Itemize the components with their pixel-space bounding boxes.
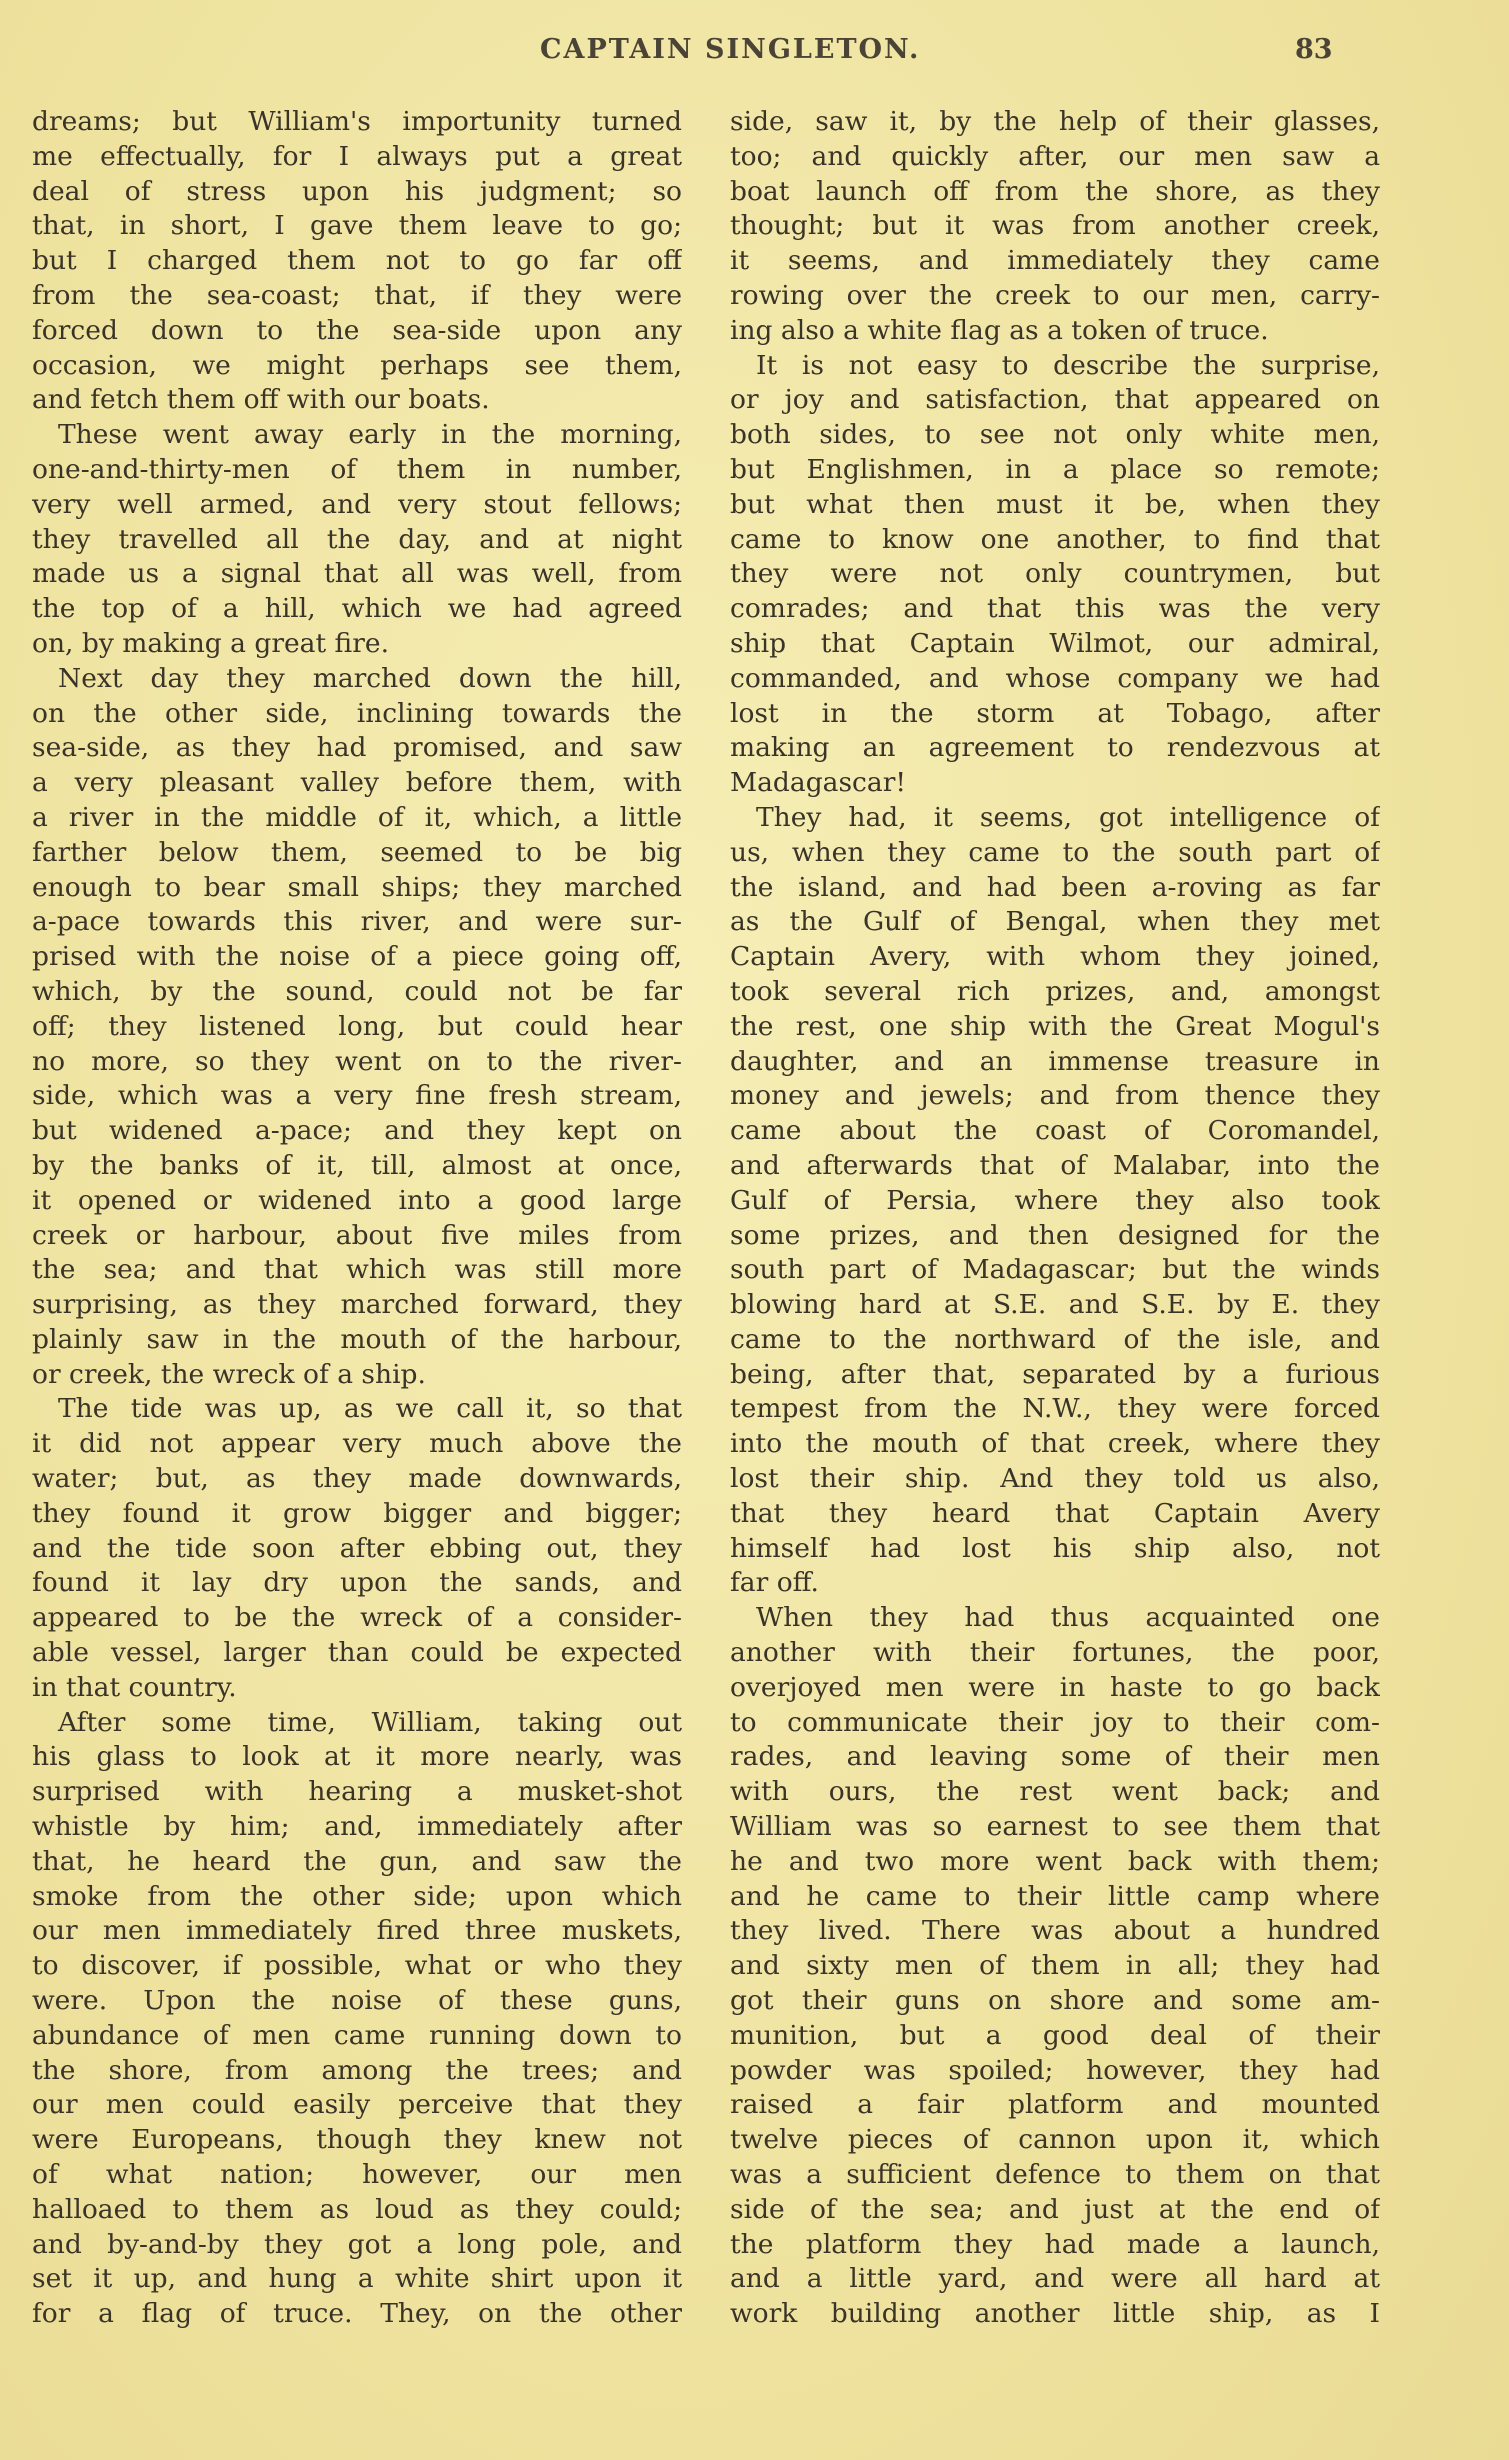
text-line: making an agreement to rendezvous at xyxy=(730,732,1380,764)
text-line: occasion, we might perhaps see them, xyxy=(32,349,682,381)
text-line: as the Gulf of Bengal, when they met xyxy=(730,906,1380,938)
text-line: enough to bear small ships; they marched xyxy=(32,871,682,903)
text-line: the sea; and that which was still more xyxy=(32,1254,682,1286)
text-line: that, he heard the gun, and saw the xyxy=(32,1845,682,1877)
text-line: halloaed to them as loud as they could; xyxy=(32,2193,682,2225)
text-line: lost in the storm at Tobago, after xyxy=(730,697,1380,729)
text-line: commanded, and whose company we had xyxy=(730,662,1380,694)
text-line: some prizes, and then designed for the xyxy=(730,1219,1380,1251)
text-line: south part of Madagascar; but the winds xyxy=(730,1254,1380,1286)
text-line: from the sea-coast; that, if they were xyxy=(32,279,682,311)
text-line: too; and quickly after, our men saw a xyxy=(730,140,1380,172)
text-line: Next day they marched down the hill, xyxy=(58,662,682,694)
text-line: being, after that, separated by a furious xyxy=(730,1358,1380,1390)
text-line: made us a signal that all was well, from xyxy=(32,558,682,590)
text-line: far off. xyxy=(730,1567,819,1599)
text-line: Madagascar! xyxy=(730,767,907,799)
text-line: deal of stress upon his judgment; so xyxy=(32,175,682,207)
text-line: sea-side, as they had promised, and saw xyxy=(32,732,682,764)
text-line: a-pace towards this river, and were sur- xyxy=(32,906,682,938)
text-line: After some time, William, taking out xyxy=(58,1706,682,1738)
text-line: rades, and leaving some of their men xyxy=(730,1741,1380,1773)
text-line: surprised with hearing a musket-shot xyxy=(32,1776,682,1808)
text-line: by the banks of it, till, almost at once, xyxy=(32,1149,682,1181)
text-line: comrades; and that this was the very xyxy=(730,593,1380,625)
text-line: in that country. xyxy=(32,1671,237,1703)
text-line: powder was spoiled; however, they had xyxy=(730,2054,1380,2086)
text-line: dreams; but William's importunity turned xyxy=(32,106,682,137)
text-line: the island, and had been a-roving as far xyxy=(730,871,1380,903)
text-line: It is not easy to describe the surprise, xyxy=(756,349,1380,381)
text-line: abundance of men came running down to xyxy=(32,2019,682,2051)
text-line: twelve pieces of cannon upon it, which xyxy=(730,2124,1380,2156)
text-line: or joy and satisfaction, that appeared on xyxy=(730,384,1380,416)
text-line: boat launch off from the shore, as they xyxy=(730,175,1380,207)
text-line: took several rich prizes, and, amongst xyxy=(730,975,1380,1007)
text-line: but I charged them not to go far off xyxy=(32,245,682,277)
text-line: for a flag of truce. They, on the other xyxy=(32,2298,682,2330)
text-line: us, when they came to the south part of xyxy=(730,836,1380,868)
text-line: side, saw it, by the help of their glasses, xyxy=(730,106,1380,137)
text-line: with ours, the rest went back; and xyxy=(730,1776,1380,1808)
text-line: got their guns on shore and some am- xyxy=(730,1985,1380,2017)
text-line: himself had lost his ship also, not xyxy=(730,1532,1380,1564)
text-line: Captain Avery, with whom they joined, xyxy=(730,941,1380,973)
text-line: or creek, the wreck of a ship. xyxy=(32,1358,426,1390)
text-line: able vessel, larger than could be expected xyxy=(32,1637,682,1669)
text-line: surprising, as they marched forward, they xyxy=(32,1289,682,1321)
text-line: was a sufficient defence to them on that xyxy=(730,2159,1380,2191)
text-line: They had, it seems, got intelligence of xyxy=(756,801,1380,833)
text-line: came about the coast of Coromandel, xyxy=(730,1115,1380,1147)
text-line: and afterwards that of Malabar, into the xyxy=(730,1149,1380,1181)
text-line: These went away early in the morning, xyxy=(58,419,682,451)
text-line: and he came to their little camp where xyxy=(730,1880,1380,1912)
text-line: set it up, and hung a white shirt upon it xyxy=(32,2263,682,2295)
text-line: another with their fortunes, the poor, xyxy=(730,1637,1380,1669)
text-line: but Englishmen, in a place so remote; xyxy=(730,453,1380,485)
text-line: our men immediately fired three muskets, xyxy=(32,1915,682,1947)
text-line: creek or harbour, about five miles from xyxy=(32,1219,682,1251)
text-line: and the tide soon after ebbing out, they xyxy=(32,1532,682,1564)
text-line: lost their ship. And they told us also, xyxy=(730,1463,1380,1495)
text-line: smoke from the other side; upon which xyxy=(32,1880,682,1912)
text-line: William was so earnest to see them that xyxy=(730,1811,1380,1843)
text-line: me effectually, for I always put a great xyxy=(32,140,682,172)
text-line: it seems, and immediately they came xyxy=(730,245,1380,277)
text-line: found it lay dry upon the sands, and xyxy=(32,1567,682,1599)
text-line: they found it grow bigger and bigger; xyxy=(32,1497,682,1529)
text-line: raised a fair platform and mounted xyxy=(730,2089,1380,2121)
text-line: off; they listened long, but could hear xyxy=(32,1010,682,1042)
text-line: a river in the middle of it, which, a little xyxy=(32,801,682,833)
text-line: were Europeans, though they knew not xyxy=(32,2124,682,2156)
text-line: daughter, and an immense treasure in xyxy=(730,1045,1380,1077)
text-line: tempest from the N.W., they were forced xyxy=(730,1393,1380,1425)
text-line: came to know one another, to find that xyxy=(730,523,1380,555)
text-line: they travelled all the day, and at night xyxy=(32,523,682,555)
text-line: his glass to look at it more nearly, was xyxy=(32,1741,682,1773)
text-line: thought; but it was from another creek, xyxy=(730,210,1380,242)
text-line: were. Upon the noise of these guns, xyxy=(32,1985,682,2017)
text-line: he and two more went back with them; xyxy=(730,1845,1380,1877)
text-line: they lived. There was about a hundred xyxy=(730,1915,1380,1947)
text-line: munition, but a good deal of their xyxy=(730,2019,1380,2051)
text-line: When they had thus acquainted one xyxy=(756,1602,1380,1634)
text-line: our men could easily perceive that they xyxy=(32,2089,682,2121)
text-line: and a little yard, and were all hard at xyxy=(730,2263,1380,2295)
text-line: it did not appear very much above the xyxy=(32,1428,682,1460)
text-line: both sides, to see not only white men, xyxy=(730,419,1380,451)
text-line: work building another little ship, as I xyxy=(730,2298,1380,2330)
text-line: The tide was up, as we call it, so that xyxy=(58,1393,682,1425)
text-line: appeared to be the wreck of a consider- xyxy=(32,1602,682,1634)
text-line: rowing over the creek to our men, carry- xyxy=(730,279,1380,311)
text-line: and by-and-by they got a long pole, and xyxy=(32,2228,682,2260)
text-line: they were not only countrymen, but xyxy=(730,558,1380,590)
text-line: on the other side, inclining towards the xyxy=(32,697,682,729)
text-line: the top of a hill, which we had agreed xyxy=(32,593,682,625)
text-line: to communicate their joy to their com- xyxy=(730,1706,1380,1738)
text-line: plainly saw in the mouth of the harbour, xyxy=(32,1323,682,1355)
text-line: ing also a white flag as a token of truce. xyxy=(730,314,1269,346)
text-line: side, which was a very fine fresh stream, xyxy=(32,1080,682,1112)
text-line: ship that Captain Wilmot, our admiral, xyxy=(730,627,1380,659)
running-head xyxy=(30,34,1333,74)
text-line: no more, so they went on to the river- xyxy=(32,1045,682,1077)
text-line: into the mouth of that creek, where they xyxy=(730,1428,1380,1460)
text-line: but widened a-pace; and they kept on xyxy=(32,1115,682,1147)
text-line: the shore, from among the trees; and xyxy=(32,2054,682,2086)
text-line: Gulf of Persia, where they also took xyxy=(730,1184,1380,1216)
text-line: a very pleasant valley before them, with xyxy=(32,767,682,799)
text-line: which, by the sound, could not be far xyxy=(32,975,682,1007)
page-number: 83 xyxy=(1295,34,1333,65)
text-line: on, by making a great fire. xyxy=(32,627,389,659)
text-line: the platform they had made a launch, xyxy=(730,2228,1380,2260)
text-line: and sixty men of them in all; they had xyxy=(730,1950,1380,1982)
text-line: that, in short, I gave them leave to go; xyxy=(32,210,682,242)
text-line: one-and-thirty-men of them in number, xyxy=(32,453,682,485)
text-line: whistle by him; and, immediately after xyxy=(32,1811,682,1843)
text-line: money and jewels; and from thence they xyxy=(730,1080,1380,1112)
text-line: farther below them, seemed to be big xyxy=(32,836,682,868)
text-line: that they heard that Captain Avery xyxy=(730,1497,1380,1529)
text-line: blowing hard at S.E. and S.E. by E. they xyxy=(730,1289,1380,1321)
running-title: CAPTAIN SINGLETON. xyxy=(540,34,921,65)
text-line: side of the sea; and just at the end of xyxy=(730,2193,1380,2225)
text-line: prised with the noise of a piece going off, xyxy=(32,941,682,973)
text-line: the rest, one ship with the Great Mogul's xyxy=(730,1010,1380,1042)
text-line: and fetch them off with our boats. xyxy=(32,384,490,416)
text-line: very well armed, and very stout fellows; xyxy=(32,488,682,520)
text-line: but what then must it be, when they xyxy=(730,488,1380,520)
text-line: overjoyed men were in haste to go back xyxy=(730,1671,1380,1703)
text-line: it opened or widened into a good large xyxy=(32,1184,682,1216)
text-line: to discover, if possible, what or who they xyxy=(32,1950,682,1982)
text-line: forced down to the sea-side upon any xyxy=(32,314,682,346)
left-column xyxy=(32,105,682,2435)
text-line: came to the northward of the isle, and xyxy=(730,1323,1380,1355)
text-line: water; but, as they made downwards, xyxy=(32,1463,682,1495)
right-column xyxy=(730,105,1380,2435)
text-line: of what nation; however, our men xyxy=(32,2159,682,2191)
